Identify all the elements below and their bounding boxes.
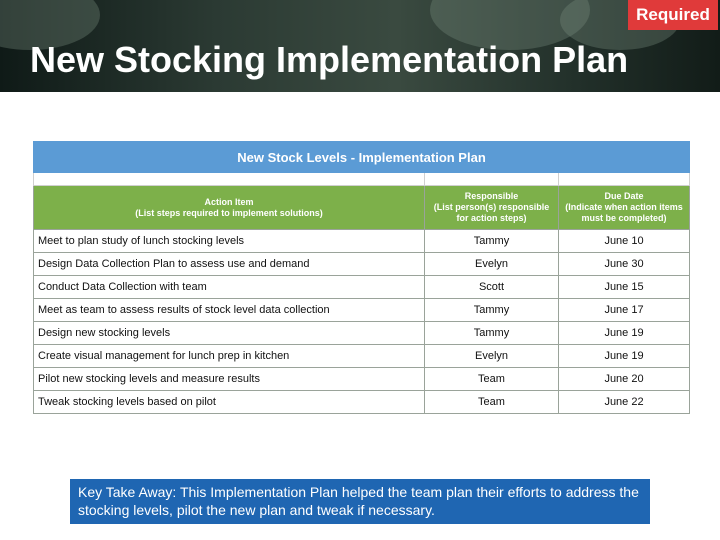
table-caption: New Stock Levels - Implementation Plan: [34, 142, 690, 173]
column-header-subtitle: (List steps required to implement solutions): [135, 207, 323, 218]
action-cell: Pilot new stocking levels and measure results: [34, 368, 425, 391]
action-cell: Create visual management for lunch prep in kitchen: [34, 345, 425, 368]
column-header-due-date: [559, 186, 690, 230]
column-header-subtitle: (List person(s) responsible for action steps): [433, 202, 550, 223]
table-row: [34, 299, 690, 322]
due-date-cell: June 10: [559, 230, 690, 253]
table-caption-row: [34, 142, 690, 173]
table-spacer-row: [34, 173, 690, 186]
title-banner: [0, 0, 720, 92]
implementation-plan-table: [33, 141, 690, 414]
key-takeaway-box: Key Take Away: This Implementation Plan helped the team plan their efforts to address the stocking levels, pilot the new plan and tweak if necessary.: [70, 479, 650, 524]
column-header-action: [34, 186, 425, 230]
required-badge: Required: [628, 0, 718, 30]
page-title: New Stocking Implementation Plan: [30, 39, 629, 80]
column-header-title: Action Item: [204, 196, 254, 207]
table-row: [34, 253, 690, 276]
responsible-cell: Tammy: [425, 322, 559, 345]
table-row: [34, 230, 690, 253]
action-cell: Conduct Data Collection with team: [34, 276, 425, 299]
responsible-cell: Evelyn: [425, 253, 559, 276]
due-date-cell: June 30: [559, 253, 690, 276]
responsible-cell: Tammy: [425, 299, 559, 322]
due-date-cell: June 15: [559, 276, 690, 299]
responsible-cell: Team: [425, 368, 559, 391]
due-date-cell: June 20: [559, 368, 690, 391]
table-row: [34, 391, 690, 414]
table-row: [34, 368, 690, 391]
column-header-subtitle: (Indicate when action items must be completed): [565, 202, 683, 223]
responsible-cell: Evelyn: [425, 345, 559, 368]
responsible-cell: Tammy: [425, 230, 559, 253]
action-cell: Meet to plan study of lunch stocking levels: [34, 230, 425, 253]
due-date-cell: June 19: [559, 322, 690, 345]
due-date-cell: June 17: [559, 299, 690, 322]
action-cell: Tweak stocking levels based on pilot: [34, 391, 425, 414]
column-header-title: Responsible: [464, 191, 519, 201]
action-cell: Design new stocking levels: [34, 322, 425, 345]
column-header-responsible: [425, 186, 559, 230]
action-cell: Design Data Collection Plan to assess use and demand: [34, 253, 425, 276]
column-header-title: Due Date: [604, 191, 644, 201]
table-row: [34, 322, 690, 345]
due-date-cell: June 22: [559, 391, 690, 414]
table-row: [34, 345, 690, 368]
action-cell: Meet as team to assess results of stock level data collection: [34, 299, 425, 322]
due-date-cell: June 19: [559, 345, 690, 368]
table-header-row: [34, 186, 690, 230]
responsible-cell: Team: [425, 391, 559, 414]
responsible-cell: Scott: [425, 276, 559, 299]
table-row: [34, 276, 690, 299]
